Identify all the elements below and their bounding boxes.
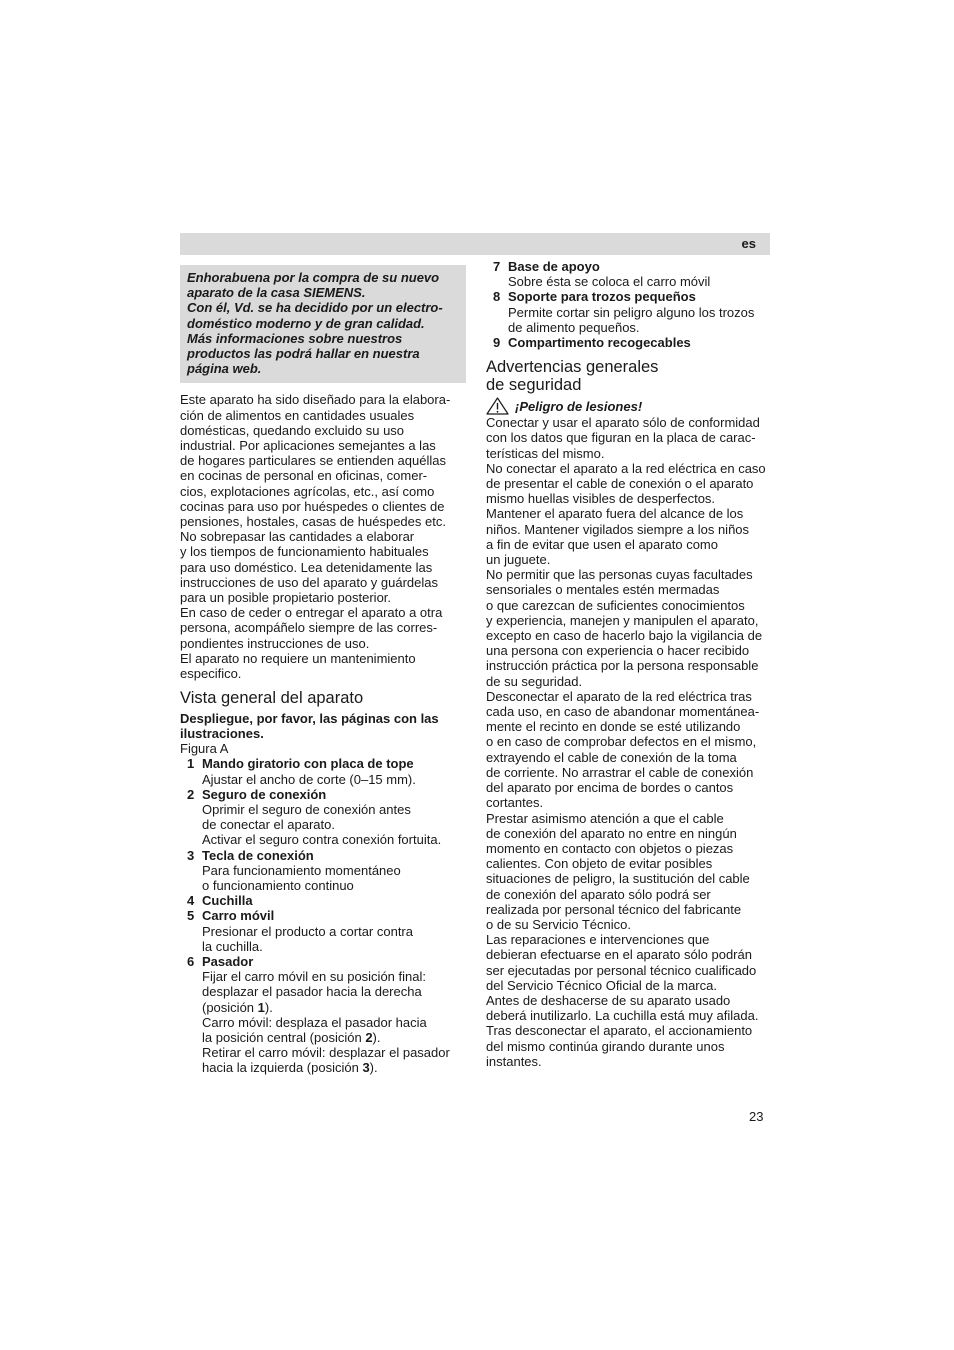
text-line: y experiencia, manejen y manipulen el aparato, bbox=[486, 612, 759, 628]
item-number: 9 bbox=[493, 335, 501, 351]
text-line: cortantes. bbox=[486, 795, 544, 811]
text-line: del mismo continúa girando durante unos bbox=[486, 1038, 725, 1054]
item-title: Seguro de conexión bbox=[202, 786, 327, 802]
item-title: Carro móvil bbox=[202, 908, 275, 924]
text-line: extrayendo el cable de conexión de la toma bbox=[486, 749, 737, 765]
intro-line: Con él, Vd. se ha decidido por un electro- bbox=[187, 300, 443, 316]
item-text: Ajustar el ancho de corte (0–15 mm). bbox=[202, 771, 416, 787]
intro-box bbox=[180, 265, 466, 383]
item-text: (posición 1). bbox=[202, 999, 273, 1015]
text-line: o que carezcan de suficientes conocimientos bbox=[486, 597, 745, 613]
text-line: del Servicio Técnico Oficial de la marca. bbox=[486, 977, 717, 993]
item-text: o funcionamiento continuo bbox=[202, 878, 354, 894]
warning-triangle-icon bbox=[486, 397, 509, 415]
item-text: de alimento pequeños. bbox=[508, 319, 640, 335]
list-item bbox=[180, 908, 466, 954]
item-number: 4 bbox=[187, 893, 195, 909]
text-line: Desconectar el aparato de la red eléctrica tras bbox=[486, 688, 752, 704]
text-line: El aparato no requiere un mantenimiento bbox=[180, 650, 416, 666]
text-line: o de su Servicio Técnico. bbox=[486, 916, 631, 932]
intro-line: aparato de la casa SIEMENS. bbox=[187, 285, 366, 301]
text-line: instantes. bbox=[486, 1053, 542, 1069]
text-line: industrial. Por aplicaciones semejantes a las bbox=[180, 438, 436, 454]
text-line: Antes de deshacerse de su aparato usado bbox=[486, 992, 731, 1008]
item-number: 6 bbox=[187, 954, 195, 970]
text-line: Mantener el aparato fuera del alcance de los bbox=[486, 506, 744, 522]
text-line: mismo huellas visibles de desperfectos. bbox=[486, 491, 716, 507]
item-number: 8 bbox=[493, 289, 501, 305]
text-line: de presentar el cable de conexión o el aparato bbox=[486, 476, 754, 492]
left-column bbox=[180, 265, 466, 1076]
position-number: 3 bbox=[362, 1060, 370, 1076]
text-line: debieran efectuarse en el aparato sólo podrán bbox=[486, 947, 752, 963]
list-item bbox=[486, 335, 772, 350]
text-line: calientes. Con objeto de evitar posibles bbox=[486, 856, 713, 872]
item-number: 7 bbox=[493, 259, 501, 274]
text-line: ser ejecutadas por personal técnico cualificado bbox=[486, 962, 757, 978]
text-line: cios, explotaciones agrícolas, etc., así como bbox=[180, 483, 435, 499]
text-line: especifico. bbox=[180, 666, 242, 682]
item-text: hacia la izquierda (posición 3). bbox=[202, 1060, 378, 1076]
warning-line bbox=[486, 397, 772, 415]
item-title: Base de apoyo bbox=[508, 259, 600, 274]
item-title: Compartimento recogecables bbox=[508, 335, 691, 351]
text-line: realizada por personal técnico del fabricante bbox=[486, 901, 742, 917]
list-item bbox=[486, 289, 772, 335]
item-text: Fijar el carro móvil en su posición final: bbox=[202, 969, 426, 985]
text-line: deberá inutilizarlo. La cuchilla está muy afilada. bbox=[486, 1008, 759, 1024]
item-text: Permite cortar sin peligro alguno los trozos bbox=[508, 304, 755, 320]
text-line: pensiones, hostales, casas de huéspedes etc. bbox=[180, 514, 446, 530]
intro-line: doméstico moderno y de gran calidad. bbox=[187, 315, 425, 331]
text-line: En caso de ceder o entregar el aparato a otra bbox=[180, 605, 443, 621]
text-line: Tras desconectar el aparato, el accionamiento bbox=[486, 1023, 753, 1039]
warning-label: ¡Peligro de lesiones! bbox=[515, 398, 643, 414]
text-line: para uso doméstico. Lea detenidamente las bbox=[180, 559, 433, 575]
text-line: a fin de evitar que usen el aparato como bbox=[486, 536, 718, 552]
list-item bbox=[180, 756, 466, 786]
item-text: desplazar el pasador hacia la derecha bbox=[202, 984, 422, 1000]
text-line: terísticas del mismo. bbox=[486, 445, 605, 461]
text-line: sensoriales o mentales estén mermadas bbox=[486, 582, 720, 598]
item-title: Pasador bbox=[202, 954, 254, 970]
text-line: momento en contacto con objetos o piezas bbox=[486, 840, 734, 856]
text-line: una persona con experiencia o hacer recibido bbox=[486, 643, 750, 659]
intro-paragraph bbox=[180, 392, 466, 681]
text-line: persona, acompáñelo siempre de las corres- bbox=[180, 620, 438, 636]
item-text: de conectar el aparato. bbox=[202, 817, 335, 833]
text-line: No sobrepasar las cantidades a elaborar bbox=[180, 529, 415, 545]
intro-line: Enhorabuena por la compra de su nuevo bbox=[187, 270, 440, 285]
text-line: cocinas para uso por huéspedes o clientes de bbox=[180, 498, 445, 514]
text-line: domésticas, quedando excluido su uso bbox=[180, 422, 405, 438]
list-item bbox=[180, 893, 466, 908]
overview-heading: Vista general del aparato bbox=[180, 689, 364, 708]
text-line: cada uso, en caso de abandonar momentánea- bbox=[486, 704, 760, 720]
language-code: es bbox=[741, 236, 756, 251]
intro-line: Más informaciones sobre nuestros bbox=[187, 330, 403, 346]
safety-heading: Advertencias generales de seguridad bbox=[486, 358, 659, 394]
item-title: Mando giratorio con placa de tope bbox=[202, 756, 414, 772]
position-number: 2 bbox=[365, 1030, 373, 1046]
item-text: Carro móvil: desplaza el pasador hacia bbox=[202, 1014, 427, 1030]
text-line: No permitir que las personas cuyas facultades bbox=[486, 567, 753, 583]
item-text: Para funcionamiento momentáneo bbox=[202, 862, 401, 878]
header-bar bbox=[180, 233, 770, 255]
text-line: mente el recinto en donde se esté utilizando bbox=[486, 719, 741, 735]
item-number: 3 bbox=[187, 847, 195, 863]
safety-text bbox=[486, 415, 772, 1069]
text-line: niños. Mantener vigilados siempre a los niños bbox=[486, 521, 750, 537]
text-line: en cocinas de personal en oficinas, comer- bbox=[180, 468, 428, 484]
position-number: 1 bbox=[257, 999, 265, 1015]
text-line: de corriente. No arrastrar el cable de conexión bbox=[486, 764, 754, 780]
figure-label: Figura A bbox=[180, 741, 229, 757]
list-item bbox=[180, 954, 466, 1076]
text-line: para un posible propietario posterior. bbox=[180, 590, 392, 606]
item-title: Tecla de conexión bbox=[202, 847, 314, 863]
page-number: 23 bbox=[749, 1109, 764, 1124]
intro-line: productos las podrá hallar en nuestra bbox=[187, 346, 420, 362]
text-line: o en caso de comprobar defectos en el mismo, bbox=[486, 734, 757, 750]
text-line: Las reparaciones e intervenciones que bbox=[486, 932, 710, 948]
text-line: Este aparato ha sido diseñado para la elabora- bbox=[180, 392, 451, 408]
text-line: de hogares particulares se entienden aquéllas bbox=[180, 453, 446, 469]
text-line: un juguete. bbox=[486, 552, 551, 568]
item-text: Sobre ésta se coloca el carro móvil bbox=[508, 274, 711, 290]
item-text: Activar el seguro contra conexión fortuita. bbox=[202, 832, 442, 848]
item-title: Soporte para trozos pequeños bbox=[508, 289, 696, 305]
text-line: Conectar y usar el aparato sólo de conformidad bbox=[486, 415, 760, 431]
intro-line: página web. bbox=[187, 361, 262, 377]
item-number: 5 bbox=[187, 908, 195, 924]
item-title: Cuchilla bbox=[202, 893, 253, 909]
text-line: ción de alimentos en cantidades usuales bbox=[180, 407, 415, 423]
item-text: Presionar el producto a cortar contra bbox=[202, 923, 413, 939]
list-item bbox=[486, 259, 772, 289]
item-text: Oprimir el seguro de conexión antes bbox=[202, 802, 411, 817]
text-line: pondientes instrucciones de uso. bbox=[180, 635, 370, 651]
text-line: de conexión del aparato no entre en ningún bbox=[486, 825, 737, 841]
text-line: excepto en caso de hacerlo bajo la vigilancia de bbox=[486, 628, 763, 644]
text-line: instrucción práctica por la persona responsable bbox=[486, 658, 759, 674]
item-text: la posición central (posición 2). bbox=[202, 1030, 381, 1046]
overview-list-continued bbox=[486, 259, 772, 350]
text-line: con los datos que figuran en la placa de carac- bbox=[486, 430, 756, 446]
item-number: 1 bbox=[187, 756, 195, 772]
list-item bbox=[180, 787, 466, 848]
item-text: Retirar el carro móvil: desplazar el pasador bbox=[202, 1045, 450, 1061]
text-line: instrucciones de uso del aparato y guárdelas bbox=[180, 574, 438, 590]
text-line: de conexión del aparato sólo podrá ser bbox=[486, 886, 711, 902]
overview-subheading: Despliegue, por favor, las páginas con las ilustraciones. bbox=[180, 710, 439, 741]
item-text: la cuchilla. bbox=[202, 938, 263, 954]
overview-list bbox=[180, 756, 466, 1075]
text-line: de su seguridad. bbox=[486, 673, 583, 689]
text-line: del aparato por encima de bordes o cantos bbox=[486, 780, 734, 796]
item-number: 2 bbox=[187, 786, 195, 802]
text-line: Prestar asimismo atención a que el cable bbox=[486, 810, 724, 826]
text-line: y los tiempos de funcionamiento habituales bbox=[180, 544, 429, 560]
text-line: situaciones de peligro, la sustitución del cable bbox=[486, 871, 750, 887]
right-column bbox=[486, 259, 772, 1069]
text-line: No conectar el aparato a la red eléctrica en caso bbox=[486, 460, 766, 476]
list-item bbox=[180, 848, 466, 894]
